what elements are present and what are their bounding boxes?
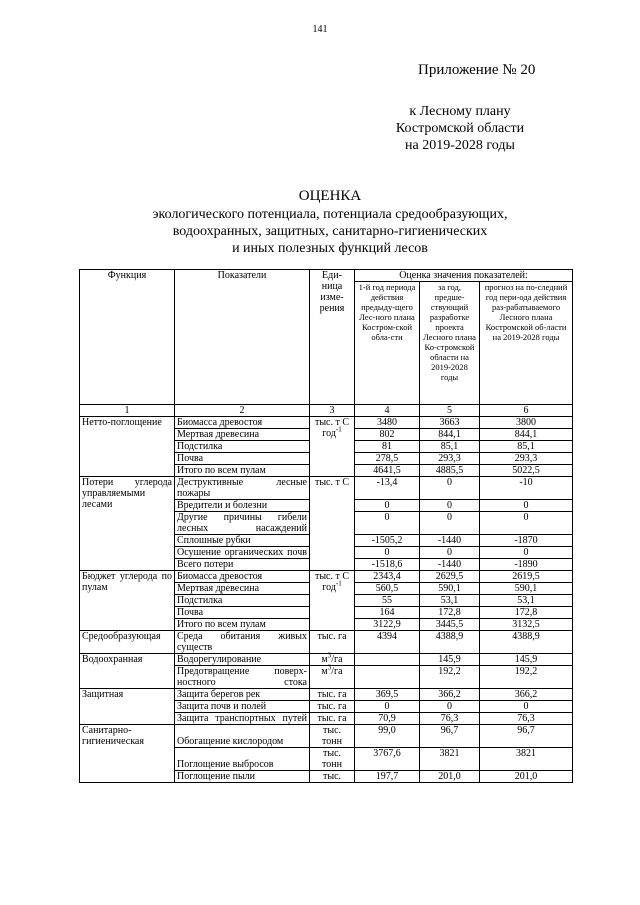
value-cell: -1440 [420, 559, 480, 571]
value-cell: 369,5 [355, 689, 420, 701]
value-cell: 0 [355, 701, 420, 713]
value-cell: 4388,9 [420, 631, 480, 654]
header-col5: за год, предше-ствующий разработке проекта Лесного плана Ко-стромской области на 2019-2028 годы [420, 282, 480, 405]
unit-cell: тыс. тонн [310, 748, 355, 771]
function-cell: Бюджет углерода по пулам [80, 571, 175, 631]
value-cell: 3445,5 [420, 619, 480, 631]
indicator-cell: Обогащение кислородом [175, 725, 310, 748]
unit-cell: тыс. т С [310, 477, 355, 571]
header-indicators: Показатели [175, 270, 310, 405]
indicator-cell: Итого по всем пулам [175, 619, 310, 631]
title-sub-line: водоохранных, защитных, санитарно-гигиенических [172, 224, 488, 239]
indicator-cell: Деструктивные лесные пожары [175, 477, 310, 500]
value-cell: 366,2 [420, 689, 480, 701]
unit-cell: тыс. га [310, 701, 355, 713]
value-cell: 0 [420, 512, 480, 535]
value-cell: 172,8 [480, 607, 573, 619]
value-cell: 590,1 [480, 583, 573, 595]
indicator-cell: Среда обитания живых существ [175, 631, 310, 654]
indicator-cell: Предотвращение поверх-ностного стока [175, 666, 310, 689]
indicator-cell: Подстилка [175, 595, 310, 607]
value-cell: 3821 [480, 748, 573, 771]
indicator-cell: Почва [175, 607, 310, 619]
value-cell: -1505,2 [355, 535, 420, 547]
value-cell: 5022,5 [480, 465, 573, 477]
value-cell: 4394 [355, 631, 420, 654]
column-number: 6 [480, 405, 573, 417]
value-cell: 4641,5 [355, 465, 420, 477]
indicator-cell: Поглощение выбросов [175, 748, 310, 771]
header-function: Функция [80, 270, 175, 405]
value-cell: 0 [480, 547, 573, 559]
table-row [80, 477, 573, 500]
value-cell: 53,1 [480, 595, 573, 607]
unit-text-tail: /га [331, 654, 343, 665]
value-cell: 81 [355, 441, 420, 453]
title-main: ОЦЕНКА [298, 188, 362, 204]
unit-cell [310, 663, 355, 689]
value-cell: 145,9 [480, 654, 573, 666]
indicator-cell: Сплошные рубки [175, 535, 310, 547]
unit-superscript: -1 [335, 579, 342, 588]
value-cell: 0 [480, 512, 573, 535]
assessment-table [79, 269, 573, 783]
indicator-cell: Вредители и болезни [175, 500, 310, 512]
indicator-cell: Подстилка [175, 441, 310, 453]
value-cell: 192,2 [480, 666, 573, 689]
table-row [80, 725, 573, 748]
function-cell: Водоохранная [80, 654, 175, 689]
table-row [80, 654, 573, 666]
column-number: 3 [310, 405, 355, 417]
header-col4: 1-й год периода действия предыду-щего Лес-ного плана Костром-ской обла-сти [355, 282, 420, 405]
value-cell: -1518,6 [355, 559, 420, 571]
value-cell: 0 [420, 547, 480, 559]
table-row [80, 571, 573, 583]
indicator-cell: Мертвая древесина [175, 583, 310, 595]
unit-cell: тыс. га [310, 689, 355, 701]
page-number: 141 [312, 24, 328, 35]
unit-superscript: 3 [327, 663, 332, 672]
header-values-group: Оценка значения показателей: [355, 270, 573, 282]
unit-text: тыс. т С год [314, 571, 350, 593]
value-cell: 85,1 [480, 441, 573, 453]
indicator-cell: Другие причины гибели лесных насаждений [175, 512, 310, 535]
value-cell: 560,5 [355, 583, 420, 595]
unit-cell [310, 571, 355, 631]
value-cell: 164 [355, 607, 420, 619]
value-cell: 2629,5 [420, 571, 480, 583]
unit-cell: тыс. тонн [310, 725, 355, 748]
function-cell: Потери углерода управляемыми лесами [80, 477, 175, 571]
unit-superscript: 3 [327, 651, 332, 660]
value-cell: 99,0 [355, 725, 420, 748]
table-row [80, 417, 573, 429]
function-cell: Защитная [80, 689, 175, 725]
value-cell: 55 [355, 595, 420, 607]
value-cell: 590,1 [420, 583, 480, 595]
value-cell: 0 [480, 701, 573, 713]
value-cell: 85,1 [420, 441, 480, 453]
value-cell: 0 [355, 500, 420, 512]
value-cell: 172,8 [420, 607, 480, 619]
value-cell: 3663 [420, 417, 480, 429]
appendix-label: Приложение № 20 [418, 62, 536, 78]
value-cell: 4885,5 [420, 465, 480, 477]
value-cell: 0 [355, 512, 420, 535]
value-cell: 0 [420, 477, 480, 500]
column-number: 4 [355, 405, 420, 417]
title-sub-line: экологического потенциала, потенциала средообразующих, [152, 207, 508, 222]
plan-reference-line: к Лесному плану [409, 104, 511, 119]
unit-cell: тыс. га [310, 713, 355, 725]
plan-reference-line: Костромской области [395, 121, 525, 136]
indicator-cell: Биомасса древостоя [175, 571, 310, 583]
value-cell: 70,9 [355, 713, 420, 725]
value-cell: 76,3 [420, 713, 480, 725]
value-cell: 0 [355, 547, 420, 559]
value-cell: 201,0 [480, 771, 573, 783]
value-cell: -1440 [420, 535, 480, 547]
value-cell: 844,1 [420, 429, 480, 441]
indicator-cell: Защита почв и полей [175, 701, 310, 713]
value-cell: -10 [480, 477, 573, 500]
indicator-cell: Итого по всем пулам [175, 465, 310, 477]
indicator-cell: Водорегулирование [175, 654, 310, 666]
table-header-row [80, 270, 573, 282]
value-cell: 0 [420, 701, 480, 713]
value-cell: 293,3 [480, 453, 573, 465]
unit-superscript: -1 [335, 425, 342, 434]
value-cell: 0 [420, 500, 480, 512]
title-sub-line: и иных полезных функций лесов [232, 241, 428, 256]
value-cell: 3480 [355, 417, 420, 429]
value-cell: 366,2 [480, 689, 573, 701]
value-cell [355, 654, 420, 666]
function-cell: Нетто-поглощение [80, 417, 175, 477]
indicator-cell: Мертвая древесина [175, 429, 310, 441]
function-cell: Средообразующая [80, 631, 175, 654]
unit-cell: тыс. [310, 771, 355, 783]
indicator-cell: Поглощение пыли [175, 771, 310, 783]
value-cell: 201,0 [420, 771, 480, 783]
value-cell: 96,7 [420, 725, 480, 748]
plan-reference-line: на 2019-2028 годы [405, 138, 515, 153]
value-cell: 96,7 [480, 725, 573, 748]
header-unit: Еди-ница изме-рения [310, 270, 355, 405]
value-cell: 844,1 [480, 429, 573, 441]
unit-text-tail: /га [331, 666, 343, 677]
unit-text: тыс. т С год [314, 417, 350, 439]
value-cell: 3800 [480, 417, 573, 429]
header-col6: прогноз на по-следний год пери-ода действия раз-рабатываемого Лесного плана Костромской об-ласти на 2019-2028 годы [480, 282, 573, 405]
value-cell: 293,3 [420, 453, 480, 465]
value-cell: 3767,6 [355, 748, 420, 771]
value-cell: 2619,5 [480, 571, 573, 583]
value-cell: -1870 [480, 535, 573, 547]
value-cell: 76,3 [480, 713, 573, 725]
column-number: 1 [80, 405, 175, 417]
table-row [80, 689, 573, 701]
value-cell: 278,5 [355, 453, 420, 465]
value-cell: 2343,4 [355, 571, 420, 583]
indicator-cell: Всего потери [175, 559, 310, 571]
unit-cell [310, 417, 355, 477]
value-cell: 53,1 [420, 595, 480, 607]
indicator-cell: Защита транспортных путей [175, 713, 310, 725]
unit-cell: тыс. га [310, 631, 355, 654]
indicator-cell: Биомасса древостоя [175, 417, 310, 429]
indicator-cell: Осушение органических почв [175, 547, 310, 559]
value-cell: 4388,9 [480, 631, 573, 654]
document-title [0, 188, 640, 257]
indicator-cell: Почва [175, 453, 310, 465]
value-cell: -1890 [480, 559, 573, 571]
value-cell: 3122,9 [355, 619, 420, 631]
value-cell: 192,2 [420, 666, 480, 689]
value-cell: 802 [355, 429, 420, 441]
value-cell: 0 [480, 500, 573, 512]
value-cell: 197,7 [355, 771, 420, 783]
indicator-cell: Защита берегов рек [175, 689, 310, 701]
value-cell [355, 666, 420, 689]
value-cell: 3821 [420, 748, 480, 771]
unit-text: м [321, 666, 328, 677]
table-row [80, 631, 573, 654]
value-cell: 3132,5 [480, 619, 573, 631]
column-number: 5 [420, 405, 480, 417]
column-number-row [80, 405, 573, 417]
value-cell: 145,9 [420, 654, 480, 666]
plan-reference [0, 103, 560, 154]
column-number: 2 [175, 405, 310, 417]
value-cell: -13,4 [355, 477, 420, 500]
unit-text: м [321, 654, 328, 665]
function-cell: Санитарно-гигиеническая [80, 725, 175, 783]
unit-cell [310, 651, 355, 666]
